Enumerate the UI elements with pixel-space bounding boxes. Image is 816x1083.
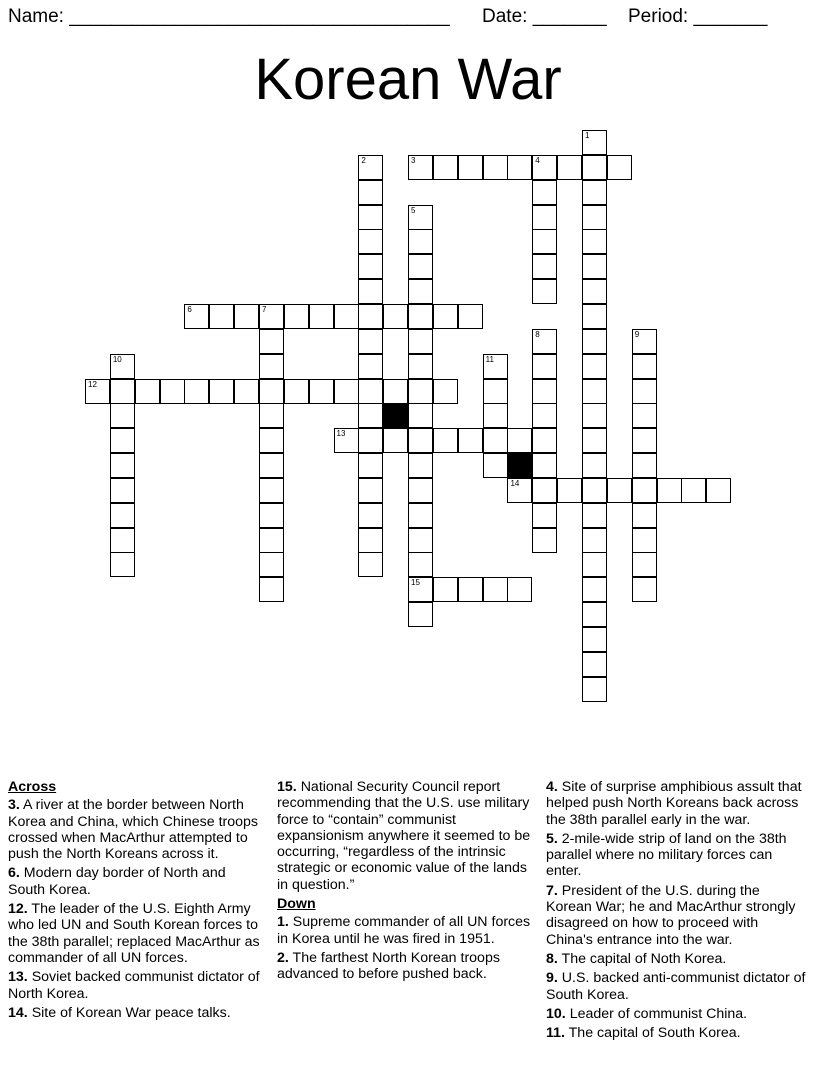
clue-down-10: 10. Leader of communist China. — [546, 1005, 748, 1022]
grid-cell[interactable] — [334, 428, 359, 453]
grid-cell[interactable] — [632, 428, 657, 453]
grid-cell[interactable] — [632, 403, 657, 428]
blocked-cell — [383, 403, 408, 428]
grid-cell[interactable] — [507, 577, 532, 602]
grid-cell[interactable] — [483, 577, 508, 602]
grid-cell[interactable] — [383, 428, 408, 453]
grid-cell[interactable] — [582, 229, 607, 254]
grid-cell[interactable] — [334, 379, 359, 404]
down-heading: Down — [277, 896, 316, 913]
name-line: ____________________________________ — [69, 6, 450, 27]
grid-cell[interactable] — [582, 205, 607, 230]
grid-cell[interactable] — [358, 428, 383, 453]
clues-column-1 — [8, 779, 266, 1024]
grid-cell[interactable] — [582, 652, 607, 677]
clue-number: 1 — [585, 131, 590, 140]
grid-cell[interactable] — [110, 478, 135, 503]
period-line: _______ — [693, 6, 768, 27]
grid-cell[interactable] — [234, 304, 259, 329]
grid-cell[interactable] — [259, 428, 284, 453]
grid-cell[interactable] — [582, 627, 607, 652]
grid-cell[interactable] — [209, 379, 234, 404]
grid-cell[interactable] — [408, 403, 433, 428]
grid-cell[interactable] — [582, 254, 607, 279]
clue-down-8: 8. The capital of Noth Korea. — [546, 950, 727, 967]
grid-cell[interactable] — [259, 354, 284, 379]
grid-cell[interactable] — [358, 354, 383, 379]
grid-cell[interactable] — [259, 403, 284, 428]
grid-cell[interactable] — [532, 428, 557, 453]
grid-cell[interactable] — [632, 503, 657, 528]
grid-cell[interactable] — [483, 379, 508, 404]
grid-cell[interactable] — [657, 478, 682, 503]
grid-cell[interactable] — [681, 478, 706, 503]
grid-cell[interactable] — [582, 354, 607, 379]
grid-cell[interactable] — [259, 379, 284, 404]
grid-cell[interactable] — [507, 155, 532, 180]
grid-cell[interactable] — [408, 254, 433, 279]
clue-across-6: 6. Modern day border of North and South Korea. — [8, 865, 226, 898]
grid-cell[interactable] — [408, 155, 433, 180]
clue-down-1: 1. Supreme commander of all UN forces in Korea until he was fired in 1951. — [277, 914, 531, 947]
grid-cell[interactable] — [582, 528, 607, 553]
clue-number: 13 — [336, 429, 346, 439]
grid-cell[interactable] — [408, 552, 433, 577]
grid-cell[interactable] — [358, 403, 383, 428]
grid-cell[interactable] — [408, 379, 433, 404]
grid-cell[interactable] — [408, 602, 433, 627]
grid-cell[interactable] — [582, 155, 607, 180]
grid-cell[interactable] — [110, 354, 135, 379]
grid-cell[interactable] — [483, 155, 508, 180]
grid-cell[interactable] — [458, 304, 483, 329]
grid-cell[interactable] — [557, 155, 582, 180]
grid-cell[interactable] — [582, 552, 607, 577]
grid-cell[interactable] — [557, 478, 582, 503]
grid-cell[interactable] — [284, 379, 309, 404]
grid-cell[interactable] — [110, 552, 135, 577]
grid-cell[interactable] — [483, 354, 508, 379]
grid-cell[interactable] — [582, 379, 607, 404]
grid-cell[interactable] — [408, 279, 433, 304]
grid-cell[interactable] — [532, 279, 557, 304]
grid-cell[interactable] — [532, 254, 557, 279]
grid-cell[interactable] — [259, 329, 284, 354]
clue-number: 14 — [510, 478, 520, 488]
grid-cell[interactable] — [408, 577, 433, 602]
clue-number: 4 — [535, 155, 540, 165]
grid-cell[interactable] — [110, 503, 135, 528]
grid-cell[interactable] — [408, 229, 433, 254]
grid-cell[interactable] — [110, 403, 135, 428]
grid-cell[interactable] — [483, 453, 508, 478]
grid-cell[interactable] — [582, 130, 607, 155]
grid-cell[interactable] — [532, 354, 557, 379]
clues-column-2 — [277, 779, 539, 986]
grid-cell[interactable] — [532, 453, 557, 478]
grid-cell[interactable] — [358, 254, 383, 279]
clue-number: 12 — [88, 379, 97, 389]
grid-cell[interactable] — [607, 478, 632, 503]
clue-down-11: 11. The capital of South Korea. — [546, 1025, 741, 1042]
grid-cell[interactable] — [110, 428, 135, 453]
grid-cell[interactable] — [582, 403, 607, 428]
grid-cell[interactable] — [309, 304, 334, 329]
grid-cell[interactable] — [334, 304, 359, 329]
grid-cell[interactable] — [632, 528, 657, 553]
grid-cell[interactable] — [110, 528, 135, 553]
grid-cell[interactable] — [632, 379, 657, 404]
grid-cell[interactable] — [259, 478, 284, 503]
grid-cell[interactable] — [234, 379, 259, 404]
grid-cell[interactable] — [408, 503, 433, 528]
grid-cell[interactable] — [259, 528, 284, 553]
grid-cell[interactable] — [358, 453, 383, 478]
grid-cell[interactable] — [383, 304, 408, 329]
grid-cell[interactable] — [383, 379, 408, 404]
clue-down-5: 5. 2-mile-wide strip of land on the 38th parallel where no military forces can enter. — [546, 830, 787, 880]
grid-cell[interactable] — [433, 577, 458, 602]
date-label: Date: — [482, 6, 528, 27]
grid-cell[interactable] — [433, 428, 458, 453]
grid-cell[interactable] — [433, 379, 458, 404]
grid-cell[interactable] — [483, 403, 508, 428]
grid-cell[interactable] — [507, 478, 532, 503]
grid-cell[interactable] — [184, 304, 209, 329]
grid-cell[interactable] — [532, 503, 557, 528]
grid-cell[interactable] — [284, 304, 309, 329]
grid-cell[interactable] — [358, 552, 383, 577]
blocked-cell — [507, 453, 532, 478]
grid-cell[interactable] — [632, 354, 657, 379]
clue-number: 9 — [634, 329, 640, 339]
grid-cell[interactable] — [483, 428, 508, 453]
grid-cell[interactable] — [85, 379, 110, 404]
grid-cell[interactable] — [358, 379, 383, 404]
clue-across-13: 13. Soviet backed communist dictator of North Korea. — [8, 969, 260, 1002]
across-heading: Across — [8, 779, 57, 795]
date-line: _______ — [532, 6, 607, 27]
grid-cell[interactable] — [259, 503, 284, 528]
name-label: Name: — [8, 6, 64, 27]
clue-number: 2 — [361, 155, 366, 165]
grid-cell[interactable] — [309, 379, 334, 404]
grid-cell[interactable] — [358, 503, 383, 528]
grid-cell[interactable] — [408, 428, 433, 453]
grid-cell[interactable] — [160, 379, 185, 404]
clue-number: 15 — [411, 578, 420, 588]
grid-cell[interactable] — [582, 304, 607, 329]
grid-cell[interactable] — [532, 403, 557, 428]
grid-cell[interactable] — [259, 304, 284, 329]
clue-across-15: 15. National Security Council report recommending that the U.S. use military force to “contain” communist expansionism anywhere it seemed to be occurring, “regardless of the intrinsic strategic or economic value of the lands in question.” — [277, 779, 531, 893]
clue-across-14: 14. Site of Korean War peace talks. — [8, 1004, 231, 1021]
page-title: Korean War — [254, 47, 562, 112]
grid-cell[interactable] — [408, 453, 433, 478]
period-label: Period: — [628, 6, 689, 27]
grid-cell[interactable] — [259, 552, 284, 577]
grid-cell[interactable] — [135, 379, 160, 404]
clue-down-4: 4. Site of surprise amphibious assult that helped push North Koreans back across the 38th parallel early in the war. — [546, 779, 802, 828]
clue-across-3: 3. A river at the border between North Korea and China, which Chinese troops crossed when MacArthur attempted to push the North Koreans across it. — [8, 797, 259, 863]
grid-cell[interactable] — [358, 155, 383, 180]
grid-cell[interactable] — [532, 205, 557, 230]
grid-cell[interactable] — [632, 478, 657, 503]
grid-cell[interactable] — [582, 279, 607, 304]
grid-cell[interactable] — [433, 155, 458, 180]
grid-cell[interactable] — [259, 453, 284, 478]
grid-cell[interactable] — [358, 180, 383, 205]
grid-cell[interactable] — [532, 329, 557, 354]
grid-cell[interactable] — [532, 528, 557, 553]
grid-cell[interactable] — [209, 304, 234, 329]
grid-cell[interactable] — [632, 453, 657, 478]
clue-down-7: 7. President of the U.S. during the Korean War; he and MacArthur strongly disagreed on how to proceed with China's entrance into the war. — [546, 882, 796, 948]
grid-cell[interactable] — [184, 379, 209, 404]
grid-cell[interactable] — [582, 677, 607, 702]
grid-cell[interactable] — [358, 478, 383, 503]
grid-cell[interactable] — [582, 478, 607, 503]
clue-down-9: 9. U.S. backed anti-communist dictator of South Korea. — [546, 970, 806, 1003]
grid-cell[interactable] — [507, 428, 532, 453]
clue-number: 10 — [112, 354, 122, 364]
grid-cell[interactable] — [358, 205, 383, 230]
grid-cell[interactable] — [532, 229, 557, 254]
grid-cell[interactable] — [358, 229, 383, 254]
grid-cell[interactable] — [532, 155, 557, 180]
grid-cell[interactable] — [259, 577, 284, 602]
grid-cell[interactable] — [408, 304, 433, 329]
grid-cell[interactable] — [582, 180, 607, 205]
clue-number: 11 — [485, 354, 494, 364]
grid-cell[interactable] — [433, 304, 458, 329]
grid-cell[interactable] — [532, 379, 557, 404]
grid-cell[interactable] — [632, 552, 657, 577]
grid-cell[interactable] — [358, 279, 383, 304]
grid-cell[interactable] — [458, 428, 483, 453]
grid-cell[interactable] — [408, 528, 433, 553]
grid-cell[interactable] — [582, 602, 607, 627]
grid-cell[interactable] — [582, 329, 607, 354]
grid-cell[interactable] — [110, 453, 135, 478]
grid-cell[interactable] — [358, 304, 383, 329]
grid-cell[interactable] — [458, 155, 483, 180]
clues-column-3 — [546, 779, 808, 1044]
clue-number: 7 — [261, 304, 267, 314]
grid-cell[interactable] — [632, 329, 657, 354]
clue-number: 3 — [411, 155, 416, 165]
grid-cell[interactable] — [582, 428, 607, 453]
grid-cell[interactable] — [607, 155, 632, 180]
grid-cell[interactable] — [408, 478, 433, 503]
clue-down-2: 2. The farthest North Korean troops advanced to before pushed back. — [277, 949, 500, 983]
clue-across-12: 12. The leader of the U.S. Eighth Army who led UN and South Korean forces to the 38th parallel; replaced MacArthur as commander of all UN forces. — [8, 901, 260, 966]
clue-number: 8 — [535, 329, 540, 339]
grid-cell[interactable] — [458, 577, 483, 602]
grid-cell[interactable] — [408, 329, 433, 354]
grid-cell[interactable] — [532, 478, 557, 503]
grid-cell[interactable] — [532, 180, 557, 205]
grid-cell[interactable] — [358, 329, 383, 354]
clue-number: 6 — [187, 304, 192, 314]
grid-cell[interactable] — [632, 577, 657, 602]
clue-number: 5 — [411, 205, 416, 215]
grid-cell[interactable] — [582, 577, 607, 602]
grid-cell[interactable] — [110, 379, 135, 404]
grid-cell[interactable] — [408, 354, 433, 379]
grid-cell[interactable] — [358, 528, 383, 553]
grid-cell[interactable] — [582, 503, 607, 528]
grid-cell[interactable] — [582, 453, 607, 478]
grid-cell[interactable] — [408, 205, 433, 230]
grid-cell[interactable] — [706, 478, 731, 503]
